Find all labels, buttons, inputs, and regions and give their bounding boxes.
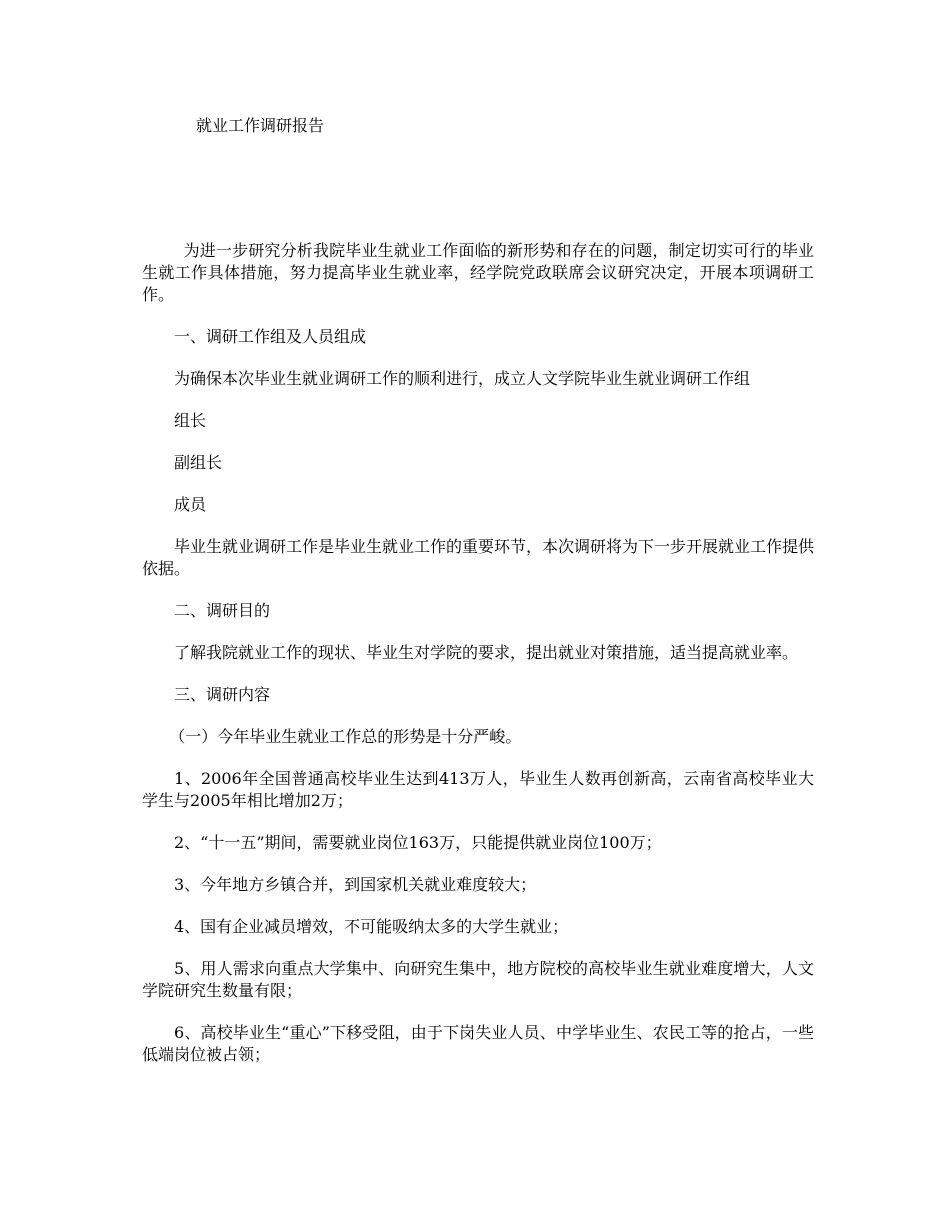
label-leader: 组长 bbox=[174, 411, 207, 430]
intro-paragraph: 为进一步研究分析我院毕业生就业工作面临的新形势和存在的问题，制定切实可行的毕业生就工作具体措施，努力提高毕业生就业率，经学院党政联席会议研究决定，开展本项调研工作。 bbox=[142, 241, 814, 304]
paragraph-importance: 毕业生就业调研工作是毕业生就业工作的重要环节，本次调研将为下一步开展就业工作提供依据。 bbox=[142, 537, 815, 578]
list-item-4: 4、国有企业减员增效，不可能吸纳太多的大学生就业； bbox=[174, 917, 569, 936]
label-deputy-leader: 副组长 bbox=[174, 453, 223, 472]
list-item-2: 2、“十一五”期间，需要就业岗位163万，只能提供就业岗位100万； bbox=[174, 833, 662, 852]
document-title: 就业工作调研报告 bbox=[196, 116, 325, 135]
subsection-heading-1: （一）今年毕业生就业工作总的形势是十分严峻。 bbox=[169, 727, 522, 746]
paragraph-purpose: 了解我院就业工作的现状、毕业生对学院的要求，提出就业对策措施，适当提高就业率。 bbox=[174, 643, 799, 662]
paragraph-workgroup: 为确保本次毕业生就业调研工作的顺利进行，成立人文学院毕业生就业调研工作组 bbox=[174, 369, 751, 388]
list-item-5: 5、用人需求向重点大学集中、向研究生集中，地方院校的高校毕业生就业难度增大，人文学院研究生数量有限； bbox=[142, 959, 814, 1000]
list-item-1: 1、2006年全国普通高校毕业生达到413万人，毕业生人数再创新高，云南省高校毕业大学生与2005年相比增加2万； bbox=[142, 769, 814, 810]
document-body bbox=[142, 240, 814, 1086]
list-item-3: 3、今年地方乡镇合并，到国家机关就业难度较大； bbox=[174, 875, 537, 894]
section-heading-1: 一、调研工作组及人员组成 bbox=[174, 327, 367, 346]
section-heading-3: 三、调研内容 bbox=[174, 685, 271, 704]
label-members: 成员 bbox=[174, 495, 207, 514]
list-item-6: 6、高校毕业生“重心”下移受阻，由于下岗失业人员、中学毕业生、农民工等的抢占，一些低端岗位被占领； bbox=[142, 1023, 814, 1064]
section-heading-2: 二、调研目的 bbox=[174, 601, 271, 620]
